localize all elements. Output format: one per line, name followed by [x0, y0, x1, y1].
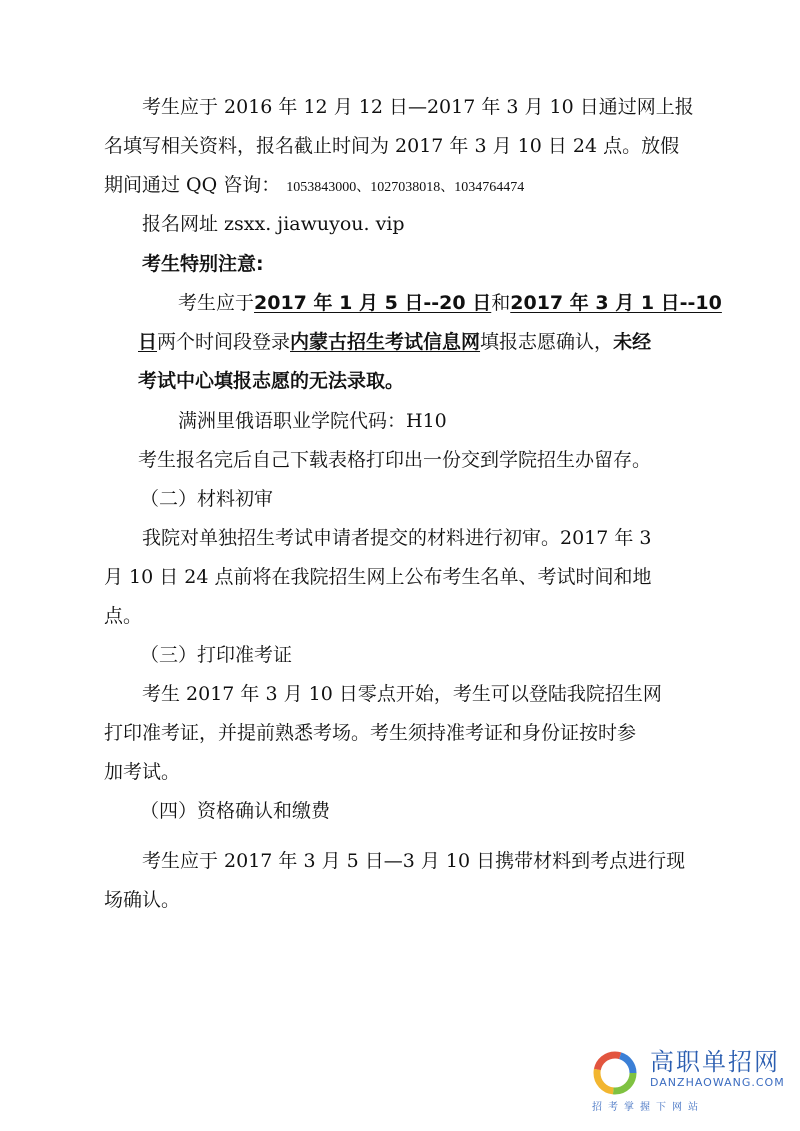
date-range-2: 2017 年 3 月 1 日--10 [510, 292, 722, 314]
section3-heading: （三）打印准考证 [140, 644, 293, 666]
date-range-1: 2017 年 1 月 5 日--20 日 [254, 292, 492, 314]
signup-url: 报名网址 zsxx. jiawuyou. vip [142, 213, 405, 235]
section2-heading: （二）材料初审 [140, 488, 274, 510]
section1-line1: 考生应于 2016 年 12 月 12 日—2017 年 3 月 10 日通过网上报 [142, 96, 694, 118]
section3-line2: 打印准考证，并提前熟悉考场。考生须持准考证和身份证按时参 [104, 722, 637, 744]
notice-text-d: 填报志愿确认， [480, 331, 614, 353]
exam-info-site: 内蒙古招生考试信息网 [290, 331, 481, 353]
notice-heading: 考生特别注意: [142, 253, 264, 275]
notice-text-b: 和 [491, 292, 511, 314]
section4-line1: 考生应于 2017 年 3 月 5 日—3 月 10 日携带材料到考点进行现 [142, 850, 686, 872]
logo-ring-icon [590, 1048, 640, 1098]
warning-line: 考试中心填报志愿的无法录取。 [138, 370, 405, 392]
section1-line3 [104, 176, 524, 195]
watermark-title: 高职单招网 [650, 1048, 780, 1076]
watermark-url: DANZHAOWANG.COM [650, 1076, 785, 1089]
section3-line3: 加考试。 [104, 761, 181, 783]
date-range-2-end: 日 [138, 331, 158, 353]
notice-text-a: 考生应于 [178, 292, 255, 314]
section1-line2: 名填写相关资料，报名截止时间为 2017 年 3 月 10 日 24 点。放假 [104, 135, 680, 157]
notice-line2 [138, 333, 651, 352]
section4-heading: （四）资格确认和缴费 [140, 800, 331, 822]
section3-line1: 考生 2017 年 3 月 10 日零点开始，考生可以登陆我院招生网 [142, 683, 662, 705]
school-code: 满洲里俄语职业学院代码：H10 [178, 410, 447, 432]
section2-line1: 我院对单独招生考试申请者提交的材料进行初审。2017 年 3 [142, 527, 652, 549]
site-watermark [590, 1040, 790, 1125]
section4-line2: 场确认。 [104, 889, 181, 911]
qq-numbers: 1053843000、1027038018、1034764474 [286, 180, 525, 195]
download-instruction: 考生报名完后自己下载表格打印出一份交到学院招生办留存。 [138, 449, 652, 471]
notice-text-c: 两个时间段登录 [157, 331, 291, 353]
section2-line2: 月 10 日 24 点前将在我院招生网上公布考生名单、考试时间和地 [104, 566, 652, 588]
section2-line3: 点。 [104, 605, 143, 627]
notice-line1 [178, 294, 722, 313]
warning-start: 未经 [613, 331, 652, 353]
watermark-slogan: 招考掌握下网站 [592, 1102, 704, 1113]
qq-prefix: 期间通过 QQ 咨询： [104, 174, 281, 196]
